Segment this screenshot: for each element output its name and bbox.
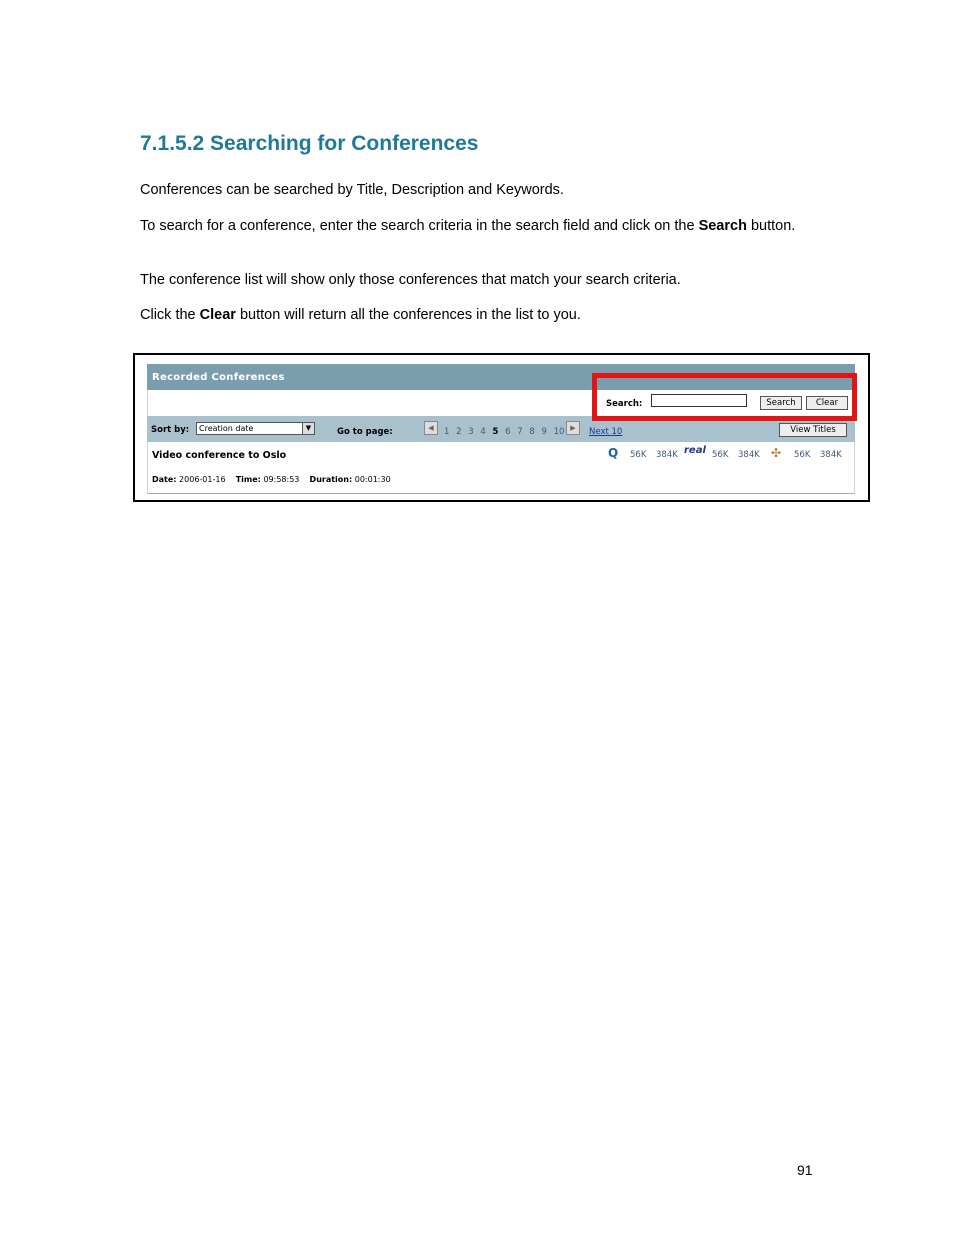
section-heading: 7.1.5.2 Searching for Conferences (140, 132, 479, 155)
quicktime-icon: Q (608, 446, 619, 460)
real-56k-link[interactable]: 56K (712, 450, 729, 460)
current-page: 5 (492, 427, 499, 437)
p2-text-end: button. (746, 218, 796, 234)
clear-keyword: Clear (199, 307, 236, 323)
quicktime-56k-link[interactable]: 56K (630, 450, 647, 460)
search-keyword: Search (698, 218, 747, 234)
duration-label: Duration: (309, 475, 353, 484)
wmv-56k-link[interactable]: 56K (794, 450, 811, 460)
page-link[interactable]: 10 (553, 427, 565, 437)
wmv-384k-link[interactable]: 384K (820, 450, 842, 460)
view-titles-button[interactable]: View Titles (779, 423, 847, 437)
sort-label: Sort by: (151, 425, 190, 435)
conference-item (147, 442, 855, 494)
search-button[interactable]: Search (760, 396, 802, 410)
conference-date: 2006-01-16 (179, 475, 226, 484)
p4-text: Click the (140, 307, 200, 323)
page-link[interactable]: 2 (456, 427, 462, 437)
page-link[interactable]: 9 (541, 427, 547, 437)
page-link[interactable]: 3 (468, 427, 474, 437)
clear-button[interactable]: Clear (806, 396, 848, 410)
search-highlight-box (592, 373, 857, 421)
page-link[interactable]: 8 (529, 427, 535, 437)
page-link[interactable]: 7 (517, 427, 523, 437)
page-number: 91 (797, 1162, 813, 1178)
conference-meta (152, 475, 391, 484)
windows-media-icon: ✣ (771, 446, 782, 460)
p2-text: To search for a conference, enter the search criteria in the search field and click on the (140, 218, 699, 234)
page-links (444, 427, 568, 437)
conference-duration: 00:01:30 (354, 475, 391, 484)
search-instructions-paragraph (140, 217, 820, 235)
page-link[interactable]: 4 (480, 427, 486, 437)
goto-label: Go to page: (337, 427, 393, 437)
panel-title: Recorded Conferences (152, 372, 285, 383)
prev-page-icon[interactable]: ◀ (424, 421, 438, 435)
intro-paragraph: Conferences can be searched by Title, Description and Keywords. (140, 182, 564, 198)
next-page-icon[interactable]: ▶ (566, 421, 580, 435)
quicktime-384k-link[interactable]: 384K (656, 450, 678, 460)
search-label: Search: (606, 399, 643, 409)
clear-paragraph (140, 306, 820, 324)
dropdown-arrow-icon[interactable]: ▼ (302, 423, 314, 434)
sort-select[interactable] (196, 422, 315, 435)
page-link[interactable]: 1 (444, 427, 450, 437)
next-10-link[interactable]: Next 10 (589, 427, 623, 437)
real-icon: real (684, 445, 706, 456)
conference-time: 09:58:53 (263, 475, 300, 484)
real-384k-link[interactable]: 384K (738, 450, 760, 460)
conference-title[interactable]: Video conference to Oslo (152, 450, 287, 461)
page-link[interactable]: 6 (505, 427, 511, 437)
results-paragraph: The conference list will show only those conferences that match your search criteria. (140, 272, 681, 288)
date-label: Date: (152, 475, 177, 484)
time-label: Time: (235, 475, 261, 484)
p4-text-end: button will return all the conferences in the list to you. (235, 307, 581, 323)
sort-value: Creation date (199, 424, 254, 433)
